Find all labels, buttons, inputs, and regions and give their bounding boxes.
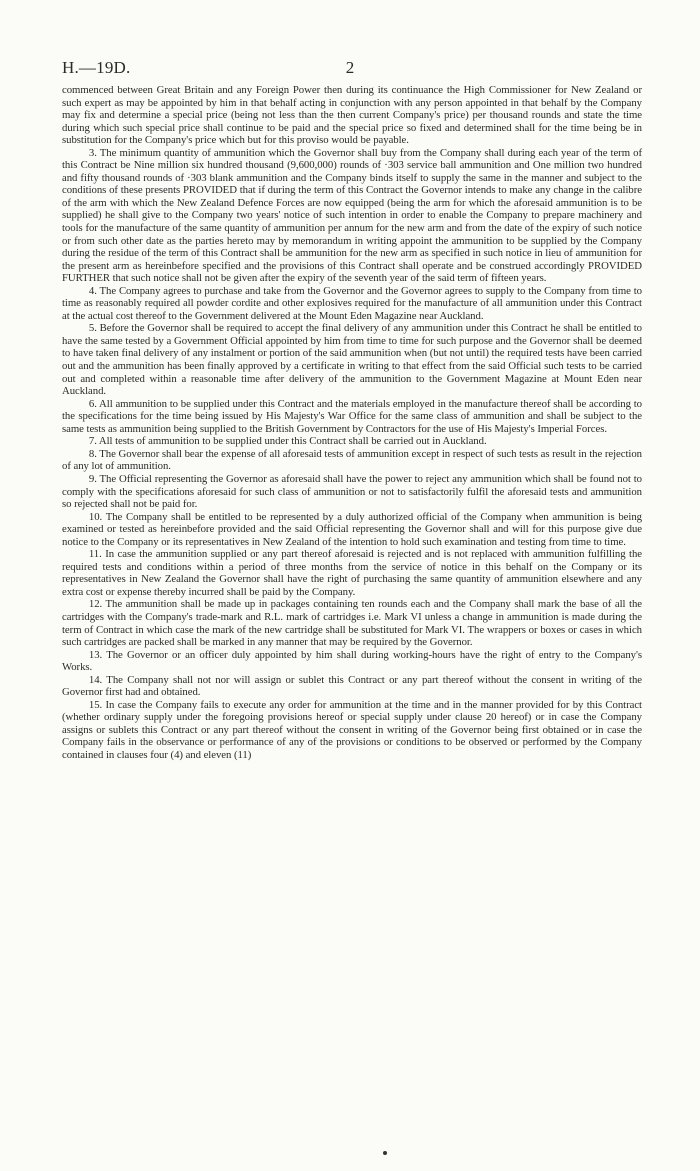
clause-12: 12. The ammunition shall be made up in packages containing ten rounds each and the Company shall mark the base of all the cartridges with the Company's trade-mark and R.L. mark of cartridges i.e. Mark VI unless a change in ammunition is made during the term of Contract in which case the mark of the new cartridge shall be substituted for Mark VI. The wrappers or boxes or cases in which such cartridges are packed shall be marked in any manner that may be required by the Governor. [62, 598, 642, 649]
clause-15: 15. In case the Company fails to execute any order for ammunition at the time and in the manner provided for by this Contract (whether ordinary supply under the foregoing provisions hereof or special supply under clause 20 hereof) or in case the Company assigns or sublets this Contract or any part thereof without the consent in writing of the Governor being first obtained or in case the Company fails in the observance or performance of any of the provisions or conditions to be observed or performed by the Company contained in clauses four (4) and eleven (11) [62, 698, 642, 761]
page-number: 2 [345, 58, 355, 77]
clause-5: 5. Before the Governor shall be required to accept the final delivery of any ammunition under this Contract he shall be entitled to have the same tested by a Government Official appointed by him from time to time for such purpose and the Governor shall be deemed to have taken final delivery of any instalment or portion of the said ammunition when (but not until) the required tests have been carried out and the ammunition has been finally approved by a certificate in writing to that effect from the said Official such tests to be carried out and completed within a reasonable time after delivery of the ammunition to the Government Magazine at Mount Eden near Auckland. [62, 322, 642, 398]
clause-13: 13. The Governor or an officer duly appointed by him shall during working-hours have the right of entry to the Company's Works. [62, 648, 642, 674]
clause-7: 7. All tests of ammunition to be supplied under this Contract shall be carried out in Auckland. [88, 435, 487, 448]
contract-text [62, 84, 642, 762]
clause-10: 10. The Company shall be entitled to be represented by a duly authorized official of the Company when ammunition is being examined or tested as hereinbefore provided and the said Official representing the Governor shall and will for this purpose give due notice to the Company or its representatives in New Zealand of the intention to hold such examination and testing from time to time. [62, 510, 642, 548]
clause-6: 6. All ammunition to be supplied under this Contract and the materials employed in the manufacture thereof shall be according to the specifications for the time being issued by His Majesty's War Office for the same class of ammunition and shall be subject to the same tests as ammunition being supplied to the British Government by Contractors for the use of His Majesty's Imperial Forces. [62, 397, 642, 435]
document-reference: H.—19D. [62, 58, 131, 77]
clause-14: 14. The Company shall not nor will assign or sublet this Contract or any part thereof without the consent in writing of the Governor first had and obtained. [62, 673, 642, 699]
clause-11: 11. In case the ammunition supplied or any part thereof aforesaid is rejected and is not replaced with ammunition fulfilling the required tests and conditions within a period of three months from the service of notice in this behalf on the Company or its representatives in New Zealand the Governor shall have the right of purchasing the same quantity of ammunition elsewhere and any extra cost or expense thereby incurred shall be paid by the Company. [62, 548, 642, 598]
clause-4: 4. The Company agrees to purchase and take from the Governor and the Governor agrees to supply to the Company from time to time as reasonably required all powder cordite and other explosives required for the manufacture of all ammunition under this Contract at the actual cost thereof to the Government delivered at the Mount Eden Magazine near Auckland. [62, 284, 642, 322]
page-header [62, 58, 638, 80]
clause-3: 3. The minimum quantity of ammunition which the Governor shall buy from the Company shall during each year of the term of this Contract be Nine million six hundred thousand (9,600,000) rounds of ·303 service ball ammunition and One million two hundred and fifty thousand rounds of ·303 blank ammunition and the Company binds itself to supply the same in the manner and subject to the conditions of these presents PROVIDED that if during the term of this Contract the Governor intends to make any change in the calibre of the arm with which the New Zealand Defence Forces are now equipped (being the arm for which the aforesaid ammunition is to be supplied) he shall give to the Company two years' notice of such intention in order to enable the Company to prepare machinery and tools for the manufacture of the same quantity of ammunition per annum for the new arm and from the date of the expiry of such notice or from such other date as the parties hereto may by memorandum in writing appoint the ammunition to be supplied by the Company during the residue of the term of this Contract shall be ammunition for the new arm as specified in such notice in lieu of ammunition for the present arm as hereinbefore specified and the provisions of this Contract shall operate and be construed accordingly PROVIDED FURTHER that such notice shall not be given after the expiry of the seventh year of the said term of fifteen years. [62, 146, 642, 285]
clause-9: 9. The Official representing the Governor as aforesaid shall have the power to reject any ammunition which shall be found not to comply with the specifications aforesaid for such class of ammunition or not to satisfactorily fulfil the aforesaid tests and ammunition so rejected shall not be paid for. [62, 472, 642, 511]
clause-8: 8. The Governor shall bear the expense of all aforesaid tests of ammunition except in respect of such tests as result in the rejection of any lot of ammunition. [62, 447, 642, 473]
paragraph-continuation: commenced between Great Britain and any Foreign Power then during its continuance the High Commissioner for New Zealand or such expert as may be appointed by him in that behalf acting in conjunction with any person appointed in that behalf by the Company may fix and determine a special price (being not less than the then current Company's price) per thousand rounds and state the time during which such special price shall continue to be paid and the special price so fixed and determined shall for the time being be in substitution for the Company's price which but for this proviso would be payable. [62, 84, 642, 147]
scan-dot [383, 1151, 387, 1155]
